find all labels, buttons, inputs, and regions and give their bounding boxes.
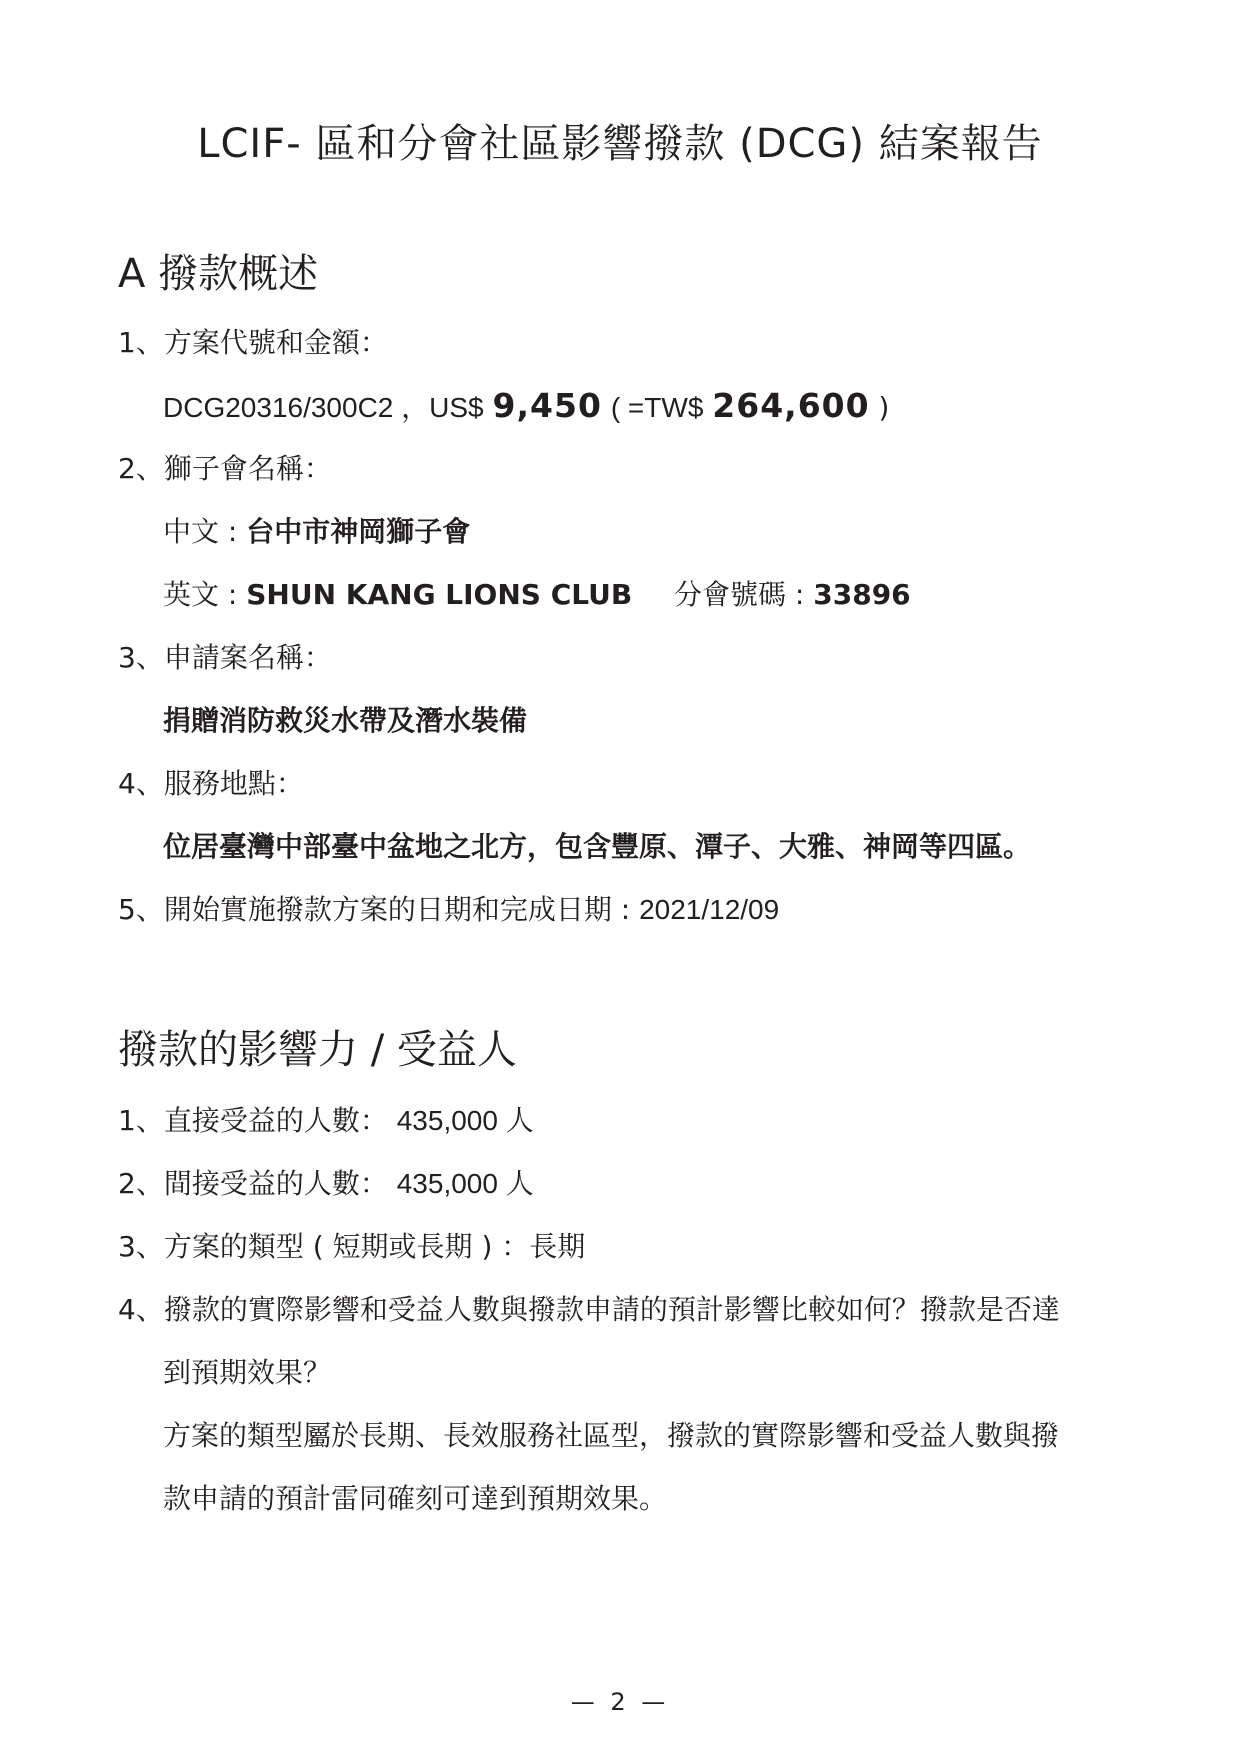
impact-question-line-1: 4、撥款的實際影響和受益人數與撥款申請的預計影響比較如何？撥款是否達: [118, 1293, 1060, 1326]
english-name-label: 英文 :: [163, 578, 247, 611]
chinese-name-line: [163, 512, 470, 552]
twd-prefix: ( =TW$: [610, 392, 704, 423]
club-number-label: 分會號碼 :: [674, 578, 814, 611]
direct-beneficiaries-line: [118, 1101, 534, 1141]
direct-beneficiaries-value: 435,000 人: [396, 1105, 534, 1136]
item-2-label: 2、獅子會名稱：: [118, 452, 332, 485]
indirect-beneficiaries-value: 435,000 人: [396, 1168, 534, 1199]
impact-answer-line-2: 款申請的預計雷同確刻可達到預期效果。: [163, 1482, 668, 1515]
impact-answer-line-1: 方案的類型屬於長期、長效服務社區型，撥款的實際影響和受益人數與撥: [163, 1419, 1060, 1452]
item-3-label: 3、申請案名稱：: [118, 641, 332, 674]
item-4-label: 4、服務地點：: [118, 767, 304, 800]
grant-code: DCG20316/300C2 ，US$: [163, 392, 484, 423]
twd-suffix: ): [878, 391, 890, 424]
project-type-label: 3、方案的類型 ( 短期或長期 ) ：: [118, 1230, 530, 1263]
item-1-label: 1、方案代號和金額：: [118, 326, 388, 359]
item-5-label: 5、開始實施撥款方案的日期和完成日期 :: [118, 893, 640, 926]
project-type-line: [118, 1227, 585, 1267]
section-b-heading: 撥款的影響力 / 受益人: [118, 1027, 517, 1073]
club-number: 33896: [813, 578, 911, 611]
club-english-name: SHUN KANG LIONS CLUB: [246, 578, 633, 611]
club-chinese-name: 台中市神岡獅子會: [246, 515, 471, 548]
impact-question-line-2: 到預期效果？: [163, 1356, 332, 1389]
section-a-heading: A 撥款概述: [118, 251, 319, 297]
chinese-name-label: 中文 :: [163, 515, 247, 548]
project-name: 捐贈消防救災水帶及潛水裝備: [163, 704, 528, 737]
grant-amount-line: [163, 386, 889, 428]
twd-amount: 264,600: [712, 386, 870, 425]
direct-beneficiaries-label: 1、直接受益的人數：: [118, 1104, 388, 1137]
implementation-date: 2021/12/09: [639, 894, 780, 925]
item-5-line: [118, 890, 779, 930]
indirect-beneficiaries-line: [118, 1164, 534, 1204]
project-type-value: 長期: [529, 1230, 586, 1263]
indirect-beneficiaries-label: 2、間接受益的人數：: [118, 1167, 388, 1200]
page-number: — 2 —: [570, 1688, 670, 1716]
usd-amount: 9,450: [492, 386, 602, 425]
english-name-line: [163, 575, 911, 615]
document-title: LCIF- 區和分會社區影響撥款 (DCG) 結案報告: [197, 121, 1043, 167]
service-location: 位居臺灣中部臺中盆地之北方，包含豐原、潭子、大雅、神岡等四區。: [163, 830, 1032, 863]
